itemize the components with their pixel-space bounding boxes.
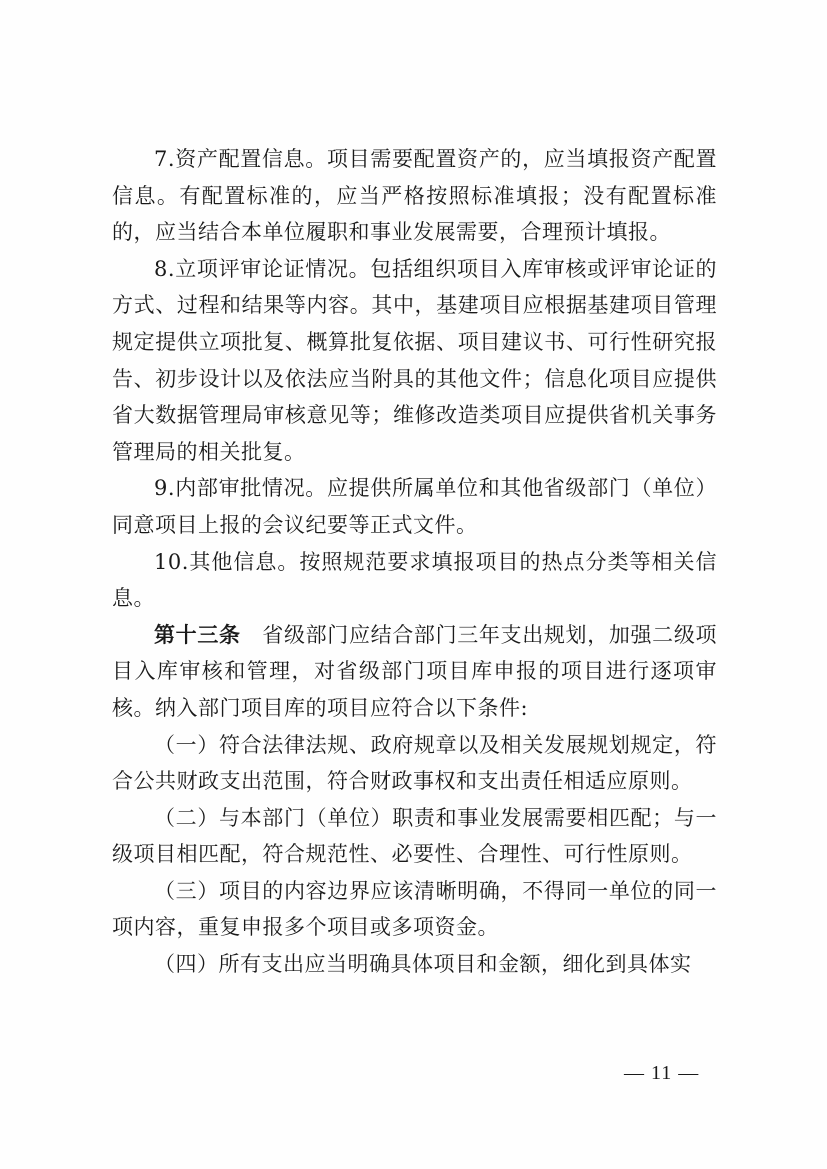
paragraph-internal-approval: 9.内部审批情况。应提供所属单位和其他省级部门（单位）同意项目上报的会议纪要等正式文件。	[112, 476, 717, 537]
paragraph-other-info: 10.其他信息。按照规范要求填报项目的热点分类等相关信息。	[112, 549, 717, 611]
condition-item: （四）所有支出应当明确具体项目和金额，细化到具体实	[154, 952, 692, 977]
condition-item: （一）符合法律法规、政府规章以及相关发展规划规定，符合公共财政支出范围，符合财政事权和支出责任相适应原则。	[112, 732, 717, 794]
paragraph-project-review: 8.立项评审论证情况。包括组织项目入库审核或评审论证的方式、过程和结果等内容。其中，基建项目应根据基建项目管理规定提供立项批复、概算批复依据、项目建议书、可行性研究报告、初步设计以及依法应当附具的其他文件；信息化项目应提供省大数据管理局审核意见等；维修改造类项目应提供省机关事务管理局的相关批复。	[112, 256, 717, 464]
condition-item: （三）项目的内容边界应该清晰明确，不得同一单位的同一项内容，重复申报多个项目或多项资金。	[112, 878, 717, 940]
article-separator	[241, 623, 263, 647]
condition-item: （二）与本部门（单位）职责和事业发展需要相匹配；与一级项目相匹配，符合规范性、必要性、合理性、可行性原则。	[112, 805, 717, 867]
document-body	[112, 141, 717, 983]
article-13	[112, 617, 717, 727]
article-text: 省级部门应结合部门三年支出规划，加强二级项目入库审核和管理，对省级部门项目库申报的项目进行逐项审核。纳入部门项目库的项目应符合以下条件:	[112, 622, 717, 720]
article-label: 第十三条	[154, 622, 241, 647]
paragraph-asset-config: 7.资产配置信息。项目需要配置资产的，应当填报资产配置信息。有配置标准的，应当严格按照标准填报；没有配置标准的，应当结合本单位履职和事业发展需要，合理预计填报。	[112, 147, 717, 245]
page-number: — 11 —	[624, 1062, 700, 1084]
